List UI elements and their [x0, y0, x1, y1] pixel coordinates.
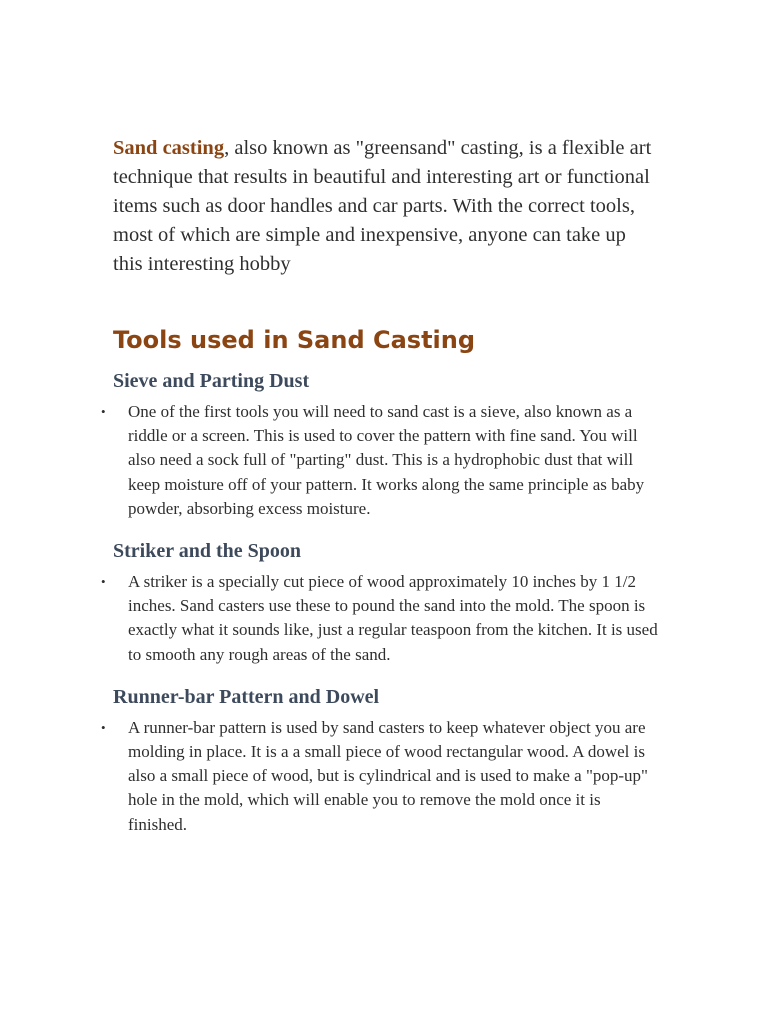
bullet-striker-text: A striker is a specially cut piece of wood approximately 10 inches by 1 1/2 inches. Sand casters use these to pound the sand into the mold. The spoon is exactly what it sounds like, just a regular teaspoon from the kitchen. It is used to smooth any rough areas of the sand. [128, 572, 658, 664]
subheading-sieve: Sieve and Parting Dust [113, 370, 310, 392]
bullet-striker [101, 570, 658, 667]
subheading-striker: Striker and the Spoon [113, 540, 302, 563]
intro-paragraph [113, 134, 658, 279]
document-page [101, 134, 658, 837]
bullet-icon: • [101, 404, 106, 419]
bullet-runner-bar [101, 716, 658, 837]
bullet-icon: • [101, 574, 106, 590]
intro-text: , also known as "greensand" casting, is a flexible art technique that results in beautiful and interesting art or functional items such as door handles and car parts. With the correct tools, most of which are simple and inexpensive, anyone can take up this interesting hobby [113, 137, 652, 275]
intro-lead-term: Sand casting [113, 137, 225, 159]
bullet-sieve-text: One of the first tools you will need to sand cast is a sieve, also known as a riddle or a screen. This is used to cover the pattern with fine sand. You will also need a sock full of "parting" dust. This is a hydrophobic dust that will keep moisture off of your pattern. It works along the same principle as baby powder, absorbing excess moisture. [128, 402, 645, 518]
bullet-sieve [101, 400, 658, 521]
bullet-runner-bar-text: A runner-bar pattern is used by sand casters to keep whatever object you are molding in place. It is a a small piece of wood rectangular wood. A dowel is also a small piece of wood, but is cylindrical and is used to make a "pop-up" hole in the mold, which will enable you to remove the mold once it is finished. [128, 717, 648, 834]
bullet-icon: • [101, 719, 106, 735]
subheading-runner-bar: Runner-bar Pattern and Dowel [113, 685, 380, 708]
section-title: Tools used in Sand Casting [113, 326, 476, 354]
